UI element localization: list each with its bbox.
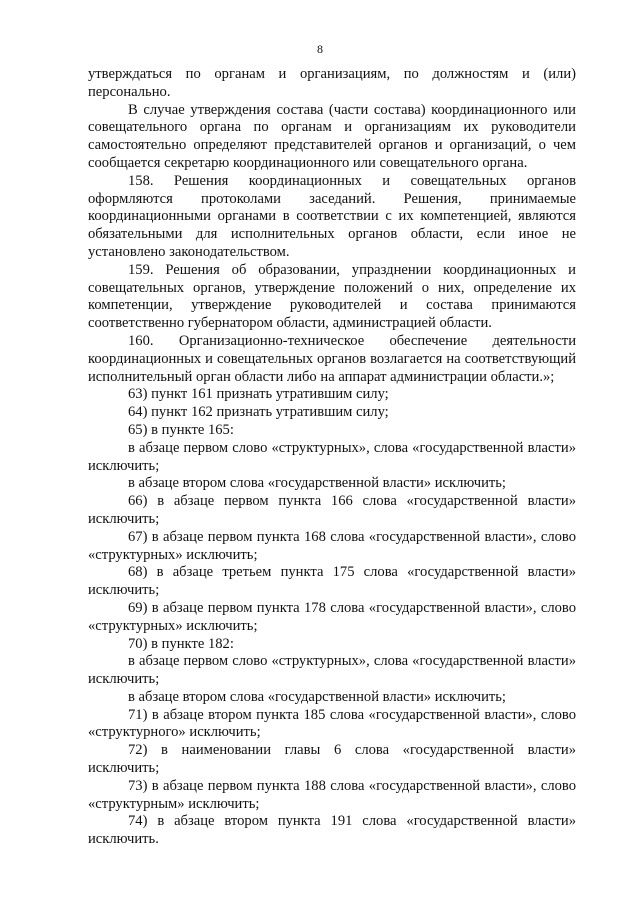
paragraph-8: в абзаце первом слово «структурных», слова «государственной власти» исключить; bbox=[88, 439, 576, 474]
paragraph-6: 64) пункт 162 признать утратившим силу; bbox=[128, 404, 389, 421]
paragraph-10: 66) в абзаце первом пункта 166 слова «государственной власти» исключить; bbox=[88, 493, 576, 527]
paragraph-13: 69) в абзаце первом пункта 178 слова «государственной власти», слово «структурных» исключить; bbox=[88, 599, 576, 634]
paragraph-16: в абзаце втором слова «государственной власти» исключить; bbox=[128, 688, 506, 705]
paragraph-20: 74) в абзаце втором пункта 191 слова «государственной власти» исключить. bbox=[88, 813, 576, 848]
paragraph-14: 70) в пункте 182: bbox=[128, 635, 234, 652]
paragraph-9: в абзаце втором слова «государственной власти» исключить; bbox=[128, 475, 506, 492]
paragraph-3: 159. Решения об образовании, упразднении координационных и совещательных органов, утверждение положений о них, определение их компетенции, утверждение руководителей и состава принимаются соответственно губернатором области, администрацией области. bbox=[88, 261, 576, 332]
paragraph-0: утверждаться по органам и организациям, по должностям и (или) персонально. bbox=[88, 66, 576, 100]
paragraph-19: 73) в абзаце первом пункта 188 слова «государственной власти», слово «структурным» исключить; bbox=[88, 777, 576, 812]
paragraph-18: 72) в наименовании главы 6 слова «государственной власти» исключить; bbox=[88, 742, 576, 777]
paragraph-5: 63) пункт 161 признать утратившим силу; bbox=[128, 386, 389, 403]
paragraph-15: в абзаце первом слово «структурных», слова «государственной власти» исключить; bbox=[88, 653, 576, 688]
paragraph-17: 71) в абзаце втором пункта 185 слова «государственной власти», слово «структурного» исключить; bbox=[88, 706, 576, 741]
page-number: 8 bbox=[317, 42, 323, 56]
paragraph-7: 65) в пункте 165: bbox=[128, 421, 234, 438]
paragraph-2: 158. Решения координационных и совещательных органов оформляются протоколами заседаний. Решения, принимаемые координационными органами в соответствии с их компетенцией, являются обязательными для исполнительных органов области, если иное не установлено законодательством. bbox=[88, 172, 576, 260]
paragraph-12: 68) в абзаце третьем пункта 175 слова «государственной власти» исключить; bbox=[88, 564, 576, 599]
paragraph-11: 67) в абзаце первом пункта 168 слова «государственной власти», слово «структурных» исключить; bbox=[88, 528, 576, 563]
paragraph-4: 160. Организационно-техническое обеспечение деятельности координационных и совещательных органов возлагается на соответствующий исполнительный орган области либо на аппарат администрации области.»; bbox=[88, 332, 576, 385]
paragraph-1: В случае утверждения состава (части состава) координационного или совещательного органа по органам и организациям их руководители самостоятельно определяют представителей органов и организаций, о чем сообщается секретарю координационного или совещательного органа. bbox=[88, 101, 576, 171]
document-body bbox=[88, 66, 576, 849]
